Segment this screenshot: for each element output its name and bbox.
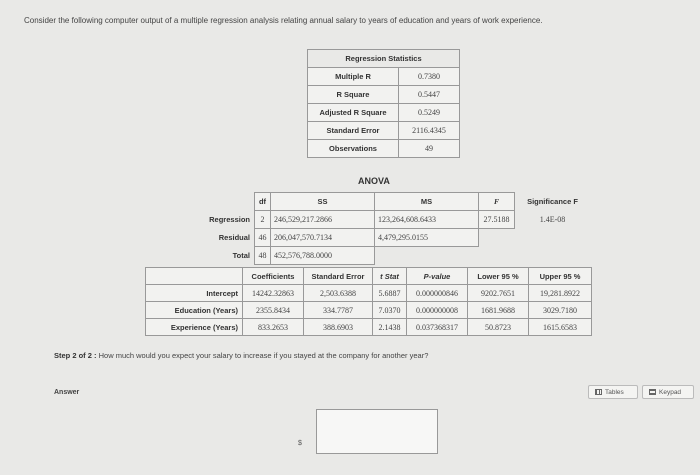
currency-symbol: $ [298, 440, 302, 447]
header-ss: SS [271, 193, 375, 211]
step-question [54, 351, 428, 360]
stat-value: 0.5249 [399, 104, 460, 122]
stat-value: 0.5447 [399, 86, 460, 104]
header-upper-95: Upper 95 % [529, 268, 592, 285]
cell-coefficient: 14242.32863 [243, 285, 304, 302]
header-df: df [255, 193, 271, 211]
cell-p-value: 0.000000008 [407, 302, 468, 319]
row-label: Experience (Years) [146, 319, 243, 336]
cell-lower-95: 9202.7651 [468, 285, 529, 302]
row-label: Residual [218, 233, 250, 242]
stat-label: Multiple R [308, 68, 399, 86]
cell-coefficient: 2355.8434 [243, 302, 304, 319]
cell-t-stat: 5.6887 [373, 285, 407, 302]
header-ms: MS [375, 193, 479, 211]
stat-value: 2116.4345 [399, 122, 460, 140]
header-standard-error: Standard Error [304, 268, 373, 285]
header-significance-f: Significance F [527, 197, 578, 206]
table-row [308, 68, 460, 86]
row-label: Total [232, 251, 250, 260]
table-row [190, 247, 590, 265]
header-coefficients: Coefficients [243, 268, 304, 285]
header-p-value: P-value [407, 268, 468, 285]
anova-table [190, 192, 590, 265]
cell-f [479, 229, 515, 247]
answer-input[interactable] [316, 409, 438, 454]
cell-significance-f: 1.4E-08 [539, 215, 566, 224]
stat-label: Observations [308, 140, 399, 158]
cell-significance-f [515, 247, 591, 265]
header-lower-95: Lower 95 % [468, 268, 529, 285]
header-f: F [479, 193, 515, 211]
table-row [146, 302, 592, 319]
stat-label: Adjusted R Square [308, 104, 399, 122]
cell-coefficient: 833.2653 [243, 319, 304, 336]
cell-p-value: 0.000000846 [407, 285, 468, 302]
table-row [190, 211, 590, 229]
keypad-button[interactable] [642, 385, 694, 399]
cell-df: 46 [255, 229, 271, 247]
cell-ms [375, 247, 479, 265]
row-label: Intercept [146, 285, 243, 302]
answer-label: Answer [54, 389, 80, 396]
cell-ss: 452,576,788.0000 [271, 247, 375, 265]
cell-lower-95: 50.8723 [468, 319, 529, 336]
regression-statistics-table [307, 49, 460, 158]
table-row [308, 122, 460, 140]
stat-value: 0.7380 [399, 68, 460, 86]
keypad-icon [649, 389, 656, 395]
cell-p-value: 0.037368317 [407, 319, 468, 336]
stat-label: Standard Error [308, 122, 399, 140]
cell-standard-error: 388.6903 [304, 319, 373, 336]
cell-f: 27.5188 [479, 211, 515, 229]
table-row [146, 319, 592, 336]
step-prefix: Step 2 of 2 : [54, 351, 97, 360]
cell-t-stat: 2.1438 [373, 319, 407, 336]
stat-value: 49 [399, 140, 460, 158]
cell-df: 2 [255, 211, 271, 229]
cell-t-stat: 7.0370 [373, 302, 407, 319]
anova-title: ANOVA [358, 176, 390, 186]
table-row [308, 86, 460, 104]
question-intro: Consider the following computer output of a multiple regression analysis relating annual salary to years of education and years of work experience. [24, 16, 543, 25]
tables-button[interactable] [588, 385, 638, 399]
regression-statistics-title: Regression Statistics [308, 50, 460, 68]
anova-header-row [190, 193, 590, 211]
stat-label: R Square [308, 86, 399, 104]
cell-significance-f [515, 229, 591, 247]
cell-ss: 246,529,217.2866 [271, 211, 375, 229]
cell-upper-95: 3029.7180 [529, 302, 592, 319]
cell-lower-95: 1681.9688 [468, 302, 529, 319]
step-question-text: How much would you expect your salary to increase if you stayed at the company for another year? [98, 351, 429, 360]
row-label: Education (Years) [146, 302, 243, 319]
coefficients-header-row [146, 268, 592, 285]
cell-ms: 123,264,608.6433 [375, 211, 479, 229]
table-row [308, 140, 460, 158]
cell-standard-error: 334.7787 [304, 302, 373, 319]
table-icon [595, 389, 602, 395]
table-row [308, 104, 460, 122]
cell-standard-error: 2,503.6388 [304, 285, 373, 302]
row-label: Regression [209, 215, 250, 224]
table-row [190, 229, 590, 247]
cell-df: 48 [255, 247, 271, 265]
cell-upper-95: 1615.6583 [529, 319, 592, 336]
cell-upper-95: 19,281.8922 [529, 285, 592, 302]
header-t-stat: t Stat [373, 268, 407, 285]
keypad-button-label: Keypad [659, 388, 682, 396]
coefficients-table [145, 267, 592, 336]
cell-f [479, 247, 515, 265]
tables-button-label: Tables [605, 388, 624, 396]
table-row [146, 285, 592, 302]
cell-ms: 4,479,295.0155 [375, 229, 479, 247]
cell-ss: 206,047,570.7134 [271, 229, 375, 247]
